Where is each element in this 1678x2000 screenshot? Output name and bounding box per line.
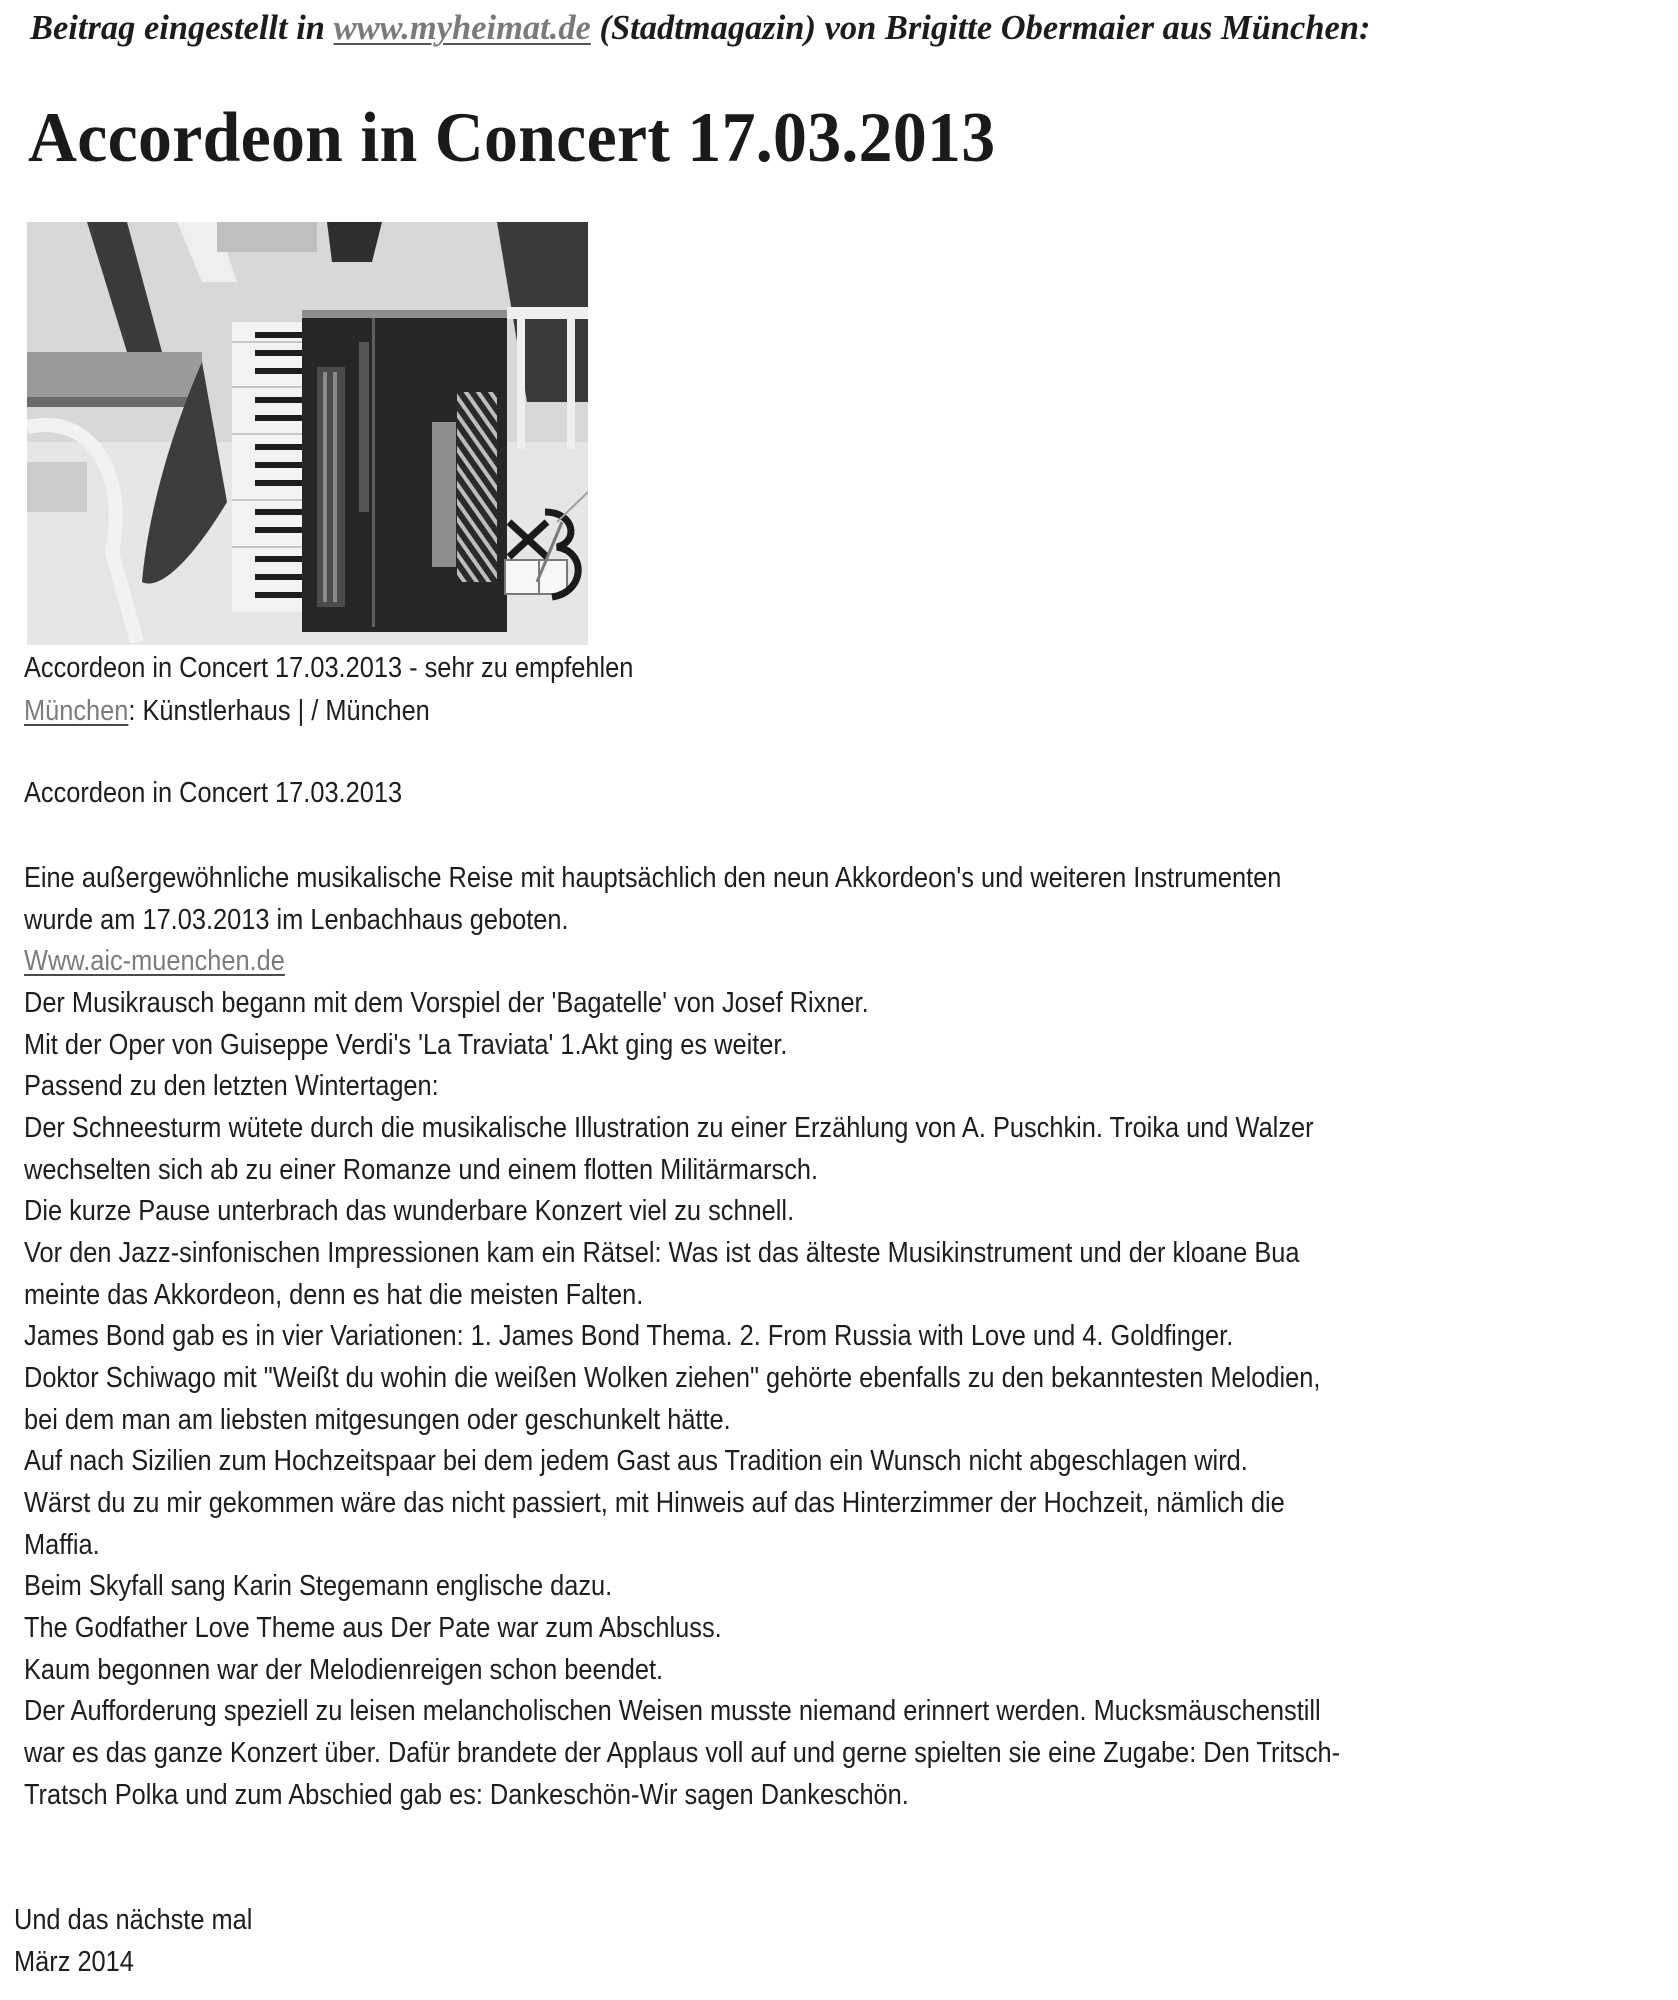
body-line: Der Aufforderung speziell zu leisen melancholischen Weisen musste niemand erinnert werden. Mucksmäuschenstill — [24, 1695, 1321, 1727]
body-line: Doktor Schiwago mit "Weißt du wohin die weißen Wolken ziehen" gehörte ebenfalls zu den bekanntesten Melodien, — [24, 1362, 1321, 1394]
body-line: Mit der Oper von Guiseppe Verdi's 'La Traviata' 1.Akt ging es weiter. — [24, 1029, 788, 1061]
body-line: Der Schneesturm wütete durch die musikalische Illustration zu einer Erzählung von A. Puschkin. Troika und Walzer — [24, 1112, 1314, 1144]
location-line — [24, 694, 430, 728]
location-venue: : Künstlerhaus | / München — [128, 695, 430, 727]
body-line: Beim Skyfall sang Karin Stegemann englische dazu. — [24, 1570, 613, 1602]
byline — [30, 6, 1370, 50]
page-title: Accordeon in Concert 17.03.2013 — [28, 99, 996, 177]
body-line: Die kurze Pause unterbrach das wunderbare Konzert viel zu schnell. — [24, 1195, 795, 1227]
body-line: meinte das Akkordeon, denn es hat die meisten Falten. — [24, 1279, 644, 1311]
footer-line-date: März 2014 — [14, 1946, 134, 1978]
body-line: Passend zu den letzten Wintertagen: — [24, 1070, 439, 1102]
aic-muenchen-link-line — [24, 944, 285, 978]
body-line: Eine außergewöhnliche musikalische Reise mit hauptsächlich den neun Akkordeon's und weiteren Instrumenten — [24, 862, 1282, 894]
body-line: war es das ganze Konzert über. Dafür brandete der Applaus voll auf und gerne spielten sie eine Zugabe: Den Tritsch- — [24, 1737, 1341, 1769]
body-line: The Godfather Love Theme aus Der Pate war zum Abschluss. — [24, 1612, 722, 1644]
accordion-photo — [27, 222, 588, 645]
body-line: wechselten sich ab zu einer Romanze und einem flotten Militärmarsch. — [24, 1154, 819, 1186]
body-line: Der Musikrausch begann mit dem Vorspiel der 'Bagatelle' von Josef Rixner. — [24, 987, 869, 1019]
body-line: Tratsch Polka und zum Abschied gab es: Dankeschön-Wir sagen Dankeschön. — [24, 1779, 909, 1811]
aic-muenchen-link[interactable]: Www.aic-muenchen.de — [24, 945, 285, 977]
body-line: Vor den Jazz-sinfonischen Impressionen kam ein Rätsel: Was ist das älteste Musikinstrument und der kloane Bua — [24, 1237, 1300, 1269]
myheimat-link[interactable]: www.myheimat.de — [333, 8, 591, 47]
photo-caption: Accordeon in Concert 17.03.2013 - sehr zu empfehlen — [24, 652, 634, 684]
footer-line-next-time: Und das nächste mal — [14, 1904, 253, 1936]
body-line: Auf nach Sizilien zum Hochzeitspaar bei dem jedem Gast aus Tradition ein Wunsch nicht abgeschlagen wird. — [24, 1445, 1248, 1477]
body-line: bei dem man am liebsten mitgesungen oder geschunkelt hätte. — [24, 1404, 731, 1436]
body-line: wurde am 17.03.2013 im Lenbachhaus geboten. — [24, 904, 569, 936]
body-line: Maffia. — [24, 1529, 100, 1561]
body-line: Kaum begonnen war der Melodienreigen schon beendet. — [24, 1654, 664, 1686]
location-link-muenchen[interactable]: München — [24, 695, 129, 727]
article-subtitle: Accordeon in Concert 17.03.2013 — [24, 777, 403, 809]
body-line: Wärst du zu mir gekommen wäre das nicht passiert, mit Hinweis auf das Hinterzimmer der Hochzeit, nämlich die — [24, 1487, 1285, 1519]
body-line: James Bond gab es in vier Variationen: 1. James Bond Thema. 2. From Russia with Love und 4. Goldfinger. — [24, 1320, 1234, 1352]
byline-prefix: Beitrag eingestellt in — [30, 8, 334, 47]
byline-suffix: (Stadtmagazin) von Brigitte Obermaier aus München: — [590, 8, 1371, 47]
